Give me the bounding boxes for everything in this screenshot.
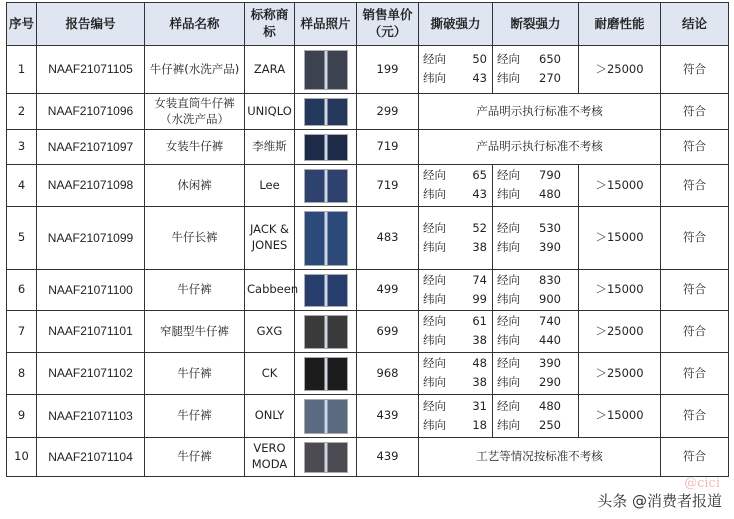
row-break [493,165,579,207]
weft-label: 纬向 [423,417,446,432]
row-photo [295,311,357,353]
row-photo [295,46,357,94]
row-no: 7 [7,311,37,353]
table-row [7,438,729,477]
table-row [7,46,729,94]
row-brand: ZARA [245,46,295,94]
row-code: NAAF21071101 [37,311,145,353]
weft-label: 纬向 [423,239,446,254]
table-row [7,94,729,130]
weft-label: 纬向 [423,333,446,347]
header-result: 结论 [661,3,729,46]
weft-label: 纬向 [423,291,446,306]
header-row [7,3,729,46]
warp-label: 经向 [497,356,520,371]
warp-label: 经向 [497,398,520,413]
tear-warp-value: 61 [472,314,487,329]
weft-label: 纬向 [497,71,520,85]
row-no: 4 [7,165,37,207]
row-abrasion: ＞15000 [579,207,661,270]
break-weft-value: 270 [539,71,561,85]
break-weft-value: 440 [539,333,561,347]
table-row [7,395,729,438]
warp-label: 经向 [423,314,446,329]
row-brand: VERO MODA [245,438,295,477]
row-abrasion: ＞25000 [579,311,661,353]
row-abrasion: ＞15000 [579,395,661,438]
warp-label: 经向 [497,220,520,235]
row-name: 牛仔裤 [145,395,245,438]
row-photo [295,395,357,438]
row-brand: UNIQLO [245,94,295,130]
header-price: 销售单价（元） [357,3,419,46]
break-warp-value: 390 [539,356,561,371]
break-warp-value: 790 [539,168,561,183]
row-abrasion: ＞15000 [579,165,661,207]
row-photo [295,353,357,395]
header-photo: 样品照片 [295,3,357,46]
row-note: 产品明示执行标准不考核 [419,94,661,130]
table-row [7,207,729,270]
table-row [7,270,729,311]
row-name: 牛仔裤 [145,270,245,311]
row-tear [419,311,493,353]
break-warp-value: 740 [539,314,561,329]
row-price: 719 [357,165,419,207]
row-result: 符合 [661,46,729,94]
header-tear: 撕破强力 [419,3,493,46]
row-no: 1 [7,46,37,94]
row-tear [419,395,493,438]
tear-warp-value: 48 [472,356,487,371]
table-row [7,311,729,353]
row-brand: JACK & JONES [245,207,295,270]
tear-warp-value: 65 [472,168,487,183]
tear-weft-value: 43 [472,71,487,85]
row-brand: GXG [245,311,295,353]
tear-weft-value: 18 [472,417,487,432]
row-code: NAAF21071104 [37,438,145,477]
row-photo [295,130,357,165]
row-price: 199 [357,46,419,94]
row-code: NAAF21071096 [37,94,145,130]
table-row [7,165,729,207]
jeans-photo [304,211,348,266]
weft-label: 纬向 [497,333,520,347]
row-price: 699 [357,311,419,353]
warp-label: 经向 [497,52,520,67]
break-weft-value: 900 [539,291,561,306]
break-weft-value: 480 [539,187,561,201]
row-name: 牛仔裤 [145,438,245,477]
tear-weft-value: 43 [472,187,487,201]
break-weft-value: 390 [539,239,561,254]
header-name: 样品名称 [145,3,245,46]
row-name: 女装牛仔裤 [145,130,245,165]
row-name: 休闲裤 [145,165,245,207]
weft-label: 纬向 [423,187,446,201]
row-price: 719 [357,130,419,165]
row-code: NAAF21071103 [37,395,145,438]
row-abrasion: ＞15000 [579,270,661,311]
row-brand: Lee [245,165,295,207]
weft-label: 纬向 [423,375,446,389]
warp-label: 经向 [423,52,446,67]
row-no: 2 [7,94,37,130]
row-no: 3 [7,130,37,165]
row-no: 10 [7,438,37,477]
row-price: 483 [357,207,419,270]
row-brand: CK [245,353,295,395]
row-code: NAAF21071105 [37,46,145,94]
row-result: 符合 [661,207,729,270]
warp-label: 经向 [497,314,520,329]
row-photo [295,165,357,207]
jeans-photo [304,98,348,126]
row-no: 6 [7,270,37,311]
row-code: NAAF21071097 [37,130,145,165]
row-photo [295,94,357,130]
warp-label: 经向 [423,356,446,371]
jeans-photo [304,169,348,203]
row-break [493,311,579,353]
row-result: 符合 [661,270,729,311]
row-result: 符合 [661,395,729,438]
row-code: NAAF21071098 [37,165,145,207]
row-no: 8 [7,353,37,395]
row-price: 439 [357,438,419,477]
row-code: NAAF21071099 [37,207,145,270]
row-note: 产品明示执行标准不考核 [419,130,661,165]
warp-label: 经向 [423,168,446,183]
row-name: 窄腿型牛仔裤 [145,311,245,353]
jeans-photo [304,442,348,473]
row-result: 符合 [661,311,729,353]
header-no: 序号 [7,3,37,46]
warp-label: 经向 [497,272,520,287]
row-name: 牛仔裤(水洗产品) [145,46,245,94]
header-abrasion: 耐磨性能 [579,3,661,46]
row-photo [295,207,357,270]
faint-watermark: @cici [684,476,720,491]
row-result: 符合 [661,165,729,207]
row-price: 439 [357,395,419,438]
break-warp-value: 650 [539,52,561,67]
row-break [493,207,579,270]
warp-label: 经向 [423,398,446,413]
row-code: NAAF21071102 [37,353,145,395]
weft-label: 纬向 [497,239,520,254]
row-photo [295,270,357,311]
warp-label: 经向 [423,220,446,235]
weft-label: 纬向 [423,71,446,85]
row-break [493,270,579,311]
row-brand: Cabbeen [245,270,295,311]
row-name: 女装直筒牛仔裤（水洗产品） [145,94,245,130]
row-code: NAAF21071100 [37,270,145,311]
table-row [7,130,729,165]
break-weft-value: 290 [539,375,561,389]
tear-weft-value: 38 [472,375,487,389]
warp-label: 经向 [497,168,520,183]
jeans-photo [304,399,348,434]
watermark: 头条 @消费者报道 [597,492,722,510]
header-brand: 标称商标 [245,3,295,46]
weft-label: 纬向 [497,187,520,201]
break-warp-value: 480 [539,398,561,413]
warp-label: 经向 [423,272,446,287]
jeans-photo [304,315,348,349]
row-tear [419,207,493,270]
tear-warp-value: 52 [472,220,487,235]
row-abrasion: ＞25000 [579,353,661,395]
row-tear [419,353,493,395]
break-warp-value: 530 [539,220,561,235]
break-weft-value: 250 [539,417,561,432]
tear-warp-value: 74 [472,272,487,287]
row-result: 符合 [661,438,729,477]
tear-warp-value: 31 [472,398,487,413]
jeans-photo [304,134,348,161]
row-note: 工艺等情况按标准不考核 [419,438,661,477]
row-price: 299 [357,94,419,130]
weft-label: 纬向 [497,375,520,389]
tear-warp-value: 50 [472,52,487,67]
header-break: 断裂强力 [493,3,579,46]
row-tear [419,46,493,94]
table-row [7,353,729,395]
row-result: 符合 [661,353,729,395]
row-break [493,395,579,438]
jeans-photo [304,274,348,307]
row-result: 符合 [661,94,729,130]
test-results-table [6,2,729,477]
row-tear [419,270,493,311]
row-name: 牛仔裤 [145,353,245,395]
jeans-photo [304,50,348,90]
row-abrasion: ＞25000 [579,46,661,94]
row-break [493,353,579,395]
tear-weft-value: 38 [472,239,487,254]
row-price: 968 [357,353,419,395]
header-code: 报告编号 [37,3,145,46]
row-tear [419,165,493,207]
row-brand: 李维斯 [245,130,295,165]
row-break [493,46,579,94]
jeans-photo [304,357,348,391]
weft-label: 纬向 [497,291,520,306]
tear-weft-value: 99 [472,291,487,306]
row-no: 9 [7,395,37,438]
row-brand: ONLY [245,395,295,438]
row-result: 符合 [661,130,729,165]
row-no: 5 [7,207,37,270]
break-warp-value: 830 [539,272,561,287]
row-price: 499 [357,270,419,311]
row-name: 牛仔长裤 [145,207,245,270]
weft-label: 纬向 [497,417,520,432]
row-photo [295,438,357,477]
tear-weft-value: 38 [472,333,487,347]
